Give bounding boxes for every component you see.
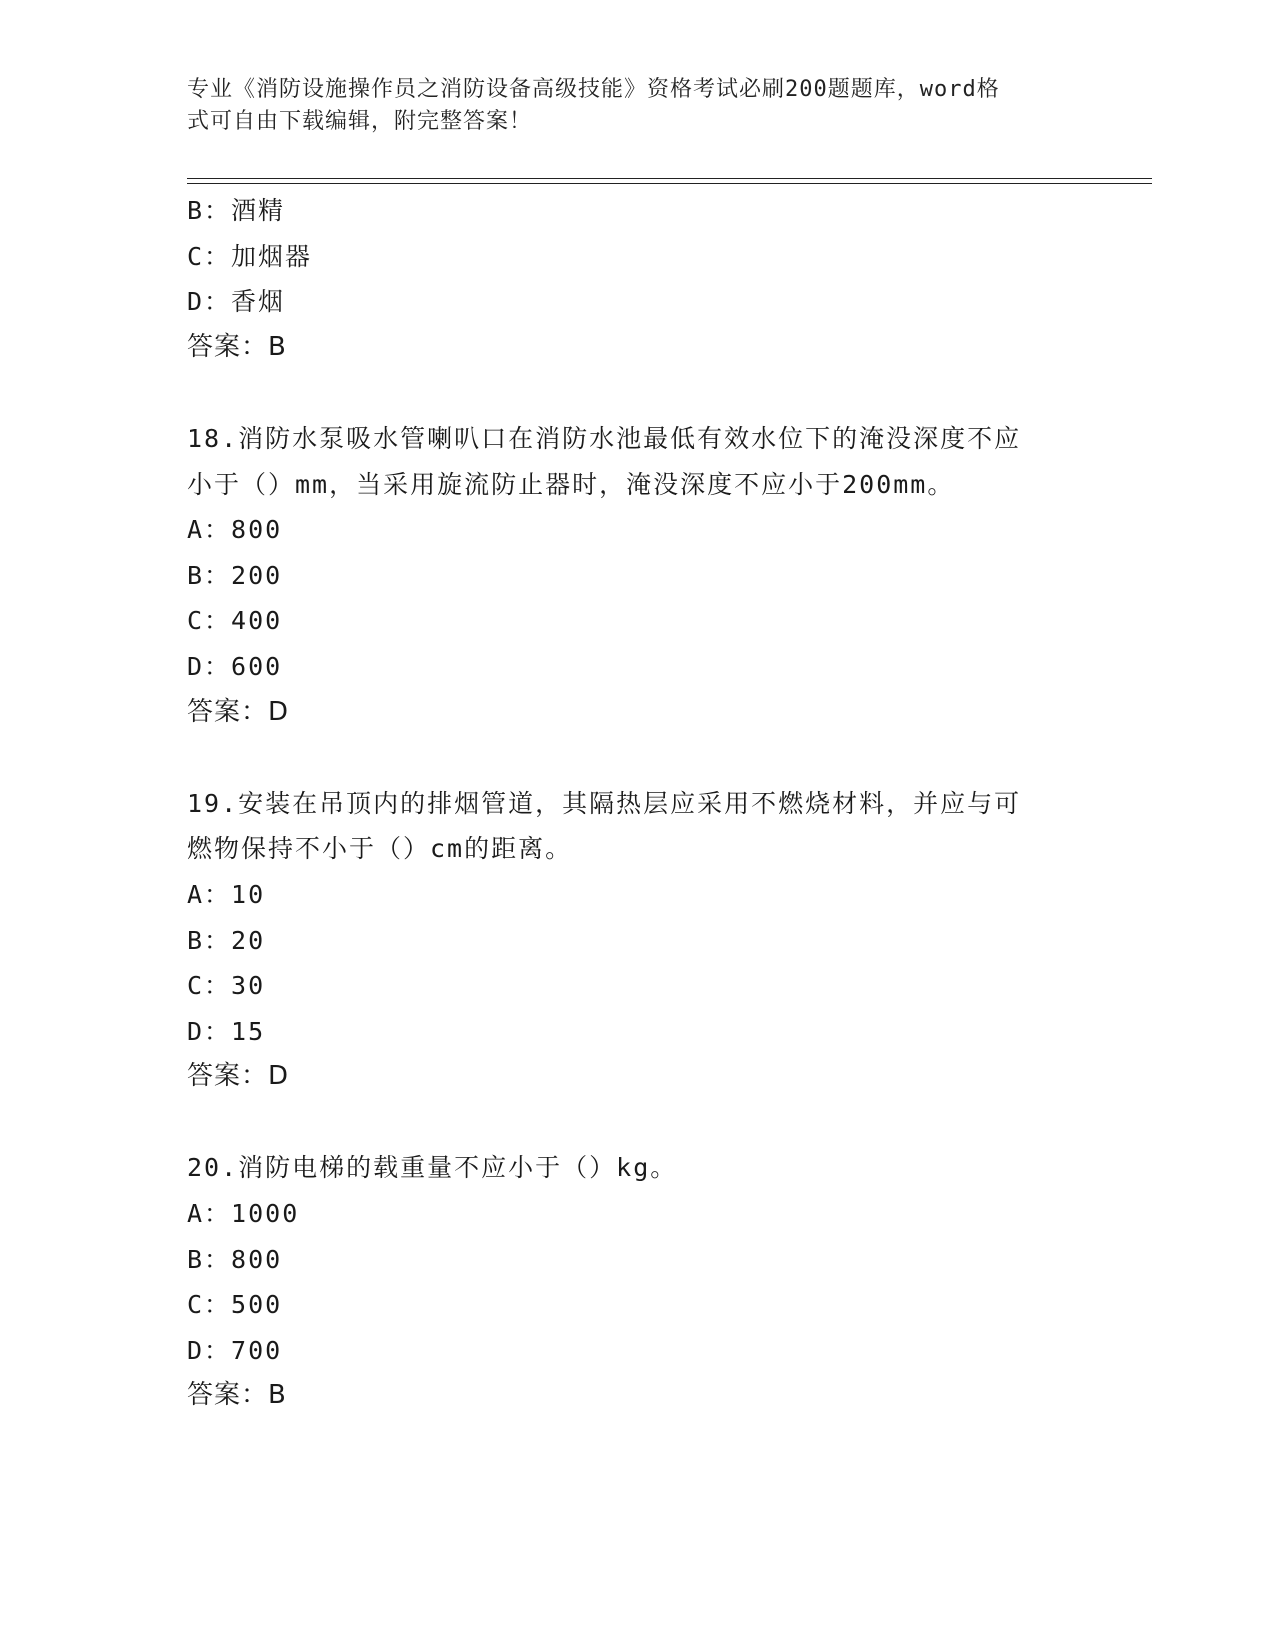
answer-line: 答案：D [187, 1061, 290, 1092]
option-c: C：30 [187, 971, 266, 1001]
option-b: B：酒精 [187, 196, 286, 225]
option-d: D：香烟 [187, 287, 286, 317]
partial-question [187, 188, 1087, 370]
question-19 [187, 781, 1087, 1100]
answer-line: 答案：B [187, 1380, 287, 1411]
question-list [187, 188, 1087, 1419]
header-divider-bottom [187, 183, 1152, 184]
header-divider-top [187, 178, 1152, 179]
option-c: C：加烟器 [187, 241, 313, 271]
header-line-1: 专业《消防设施操作员之消防设备高级技能》资格考试必刷200题题库，word格 [187, 77, 1000, 102]
question-18 [187, 416, 1087, 735]
question-20 [187, 1145, 1087, 1419]
option-c: C：500 [187, 1290, 283, 1320]
question-text-line-2: 燃物保持不小于（）cm的距离。 [187, 834, 573, 864]
option-d: D：600 [187, 651, 283, 681]
question-text-line-2: 小于（）mm，当采用旋流防止器时，淹没深度不应小于200mm。 [187, 469, 955, 499]
option-d: D：700 [187, 1335, 283, 1365]
question-text-line-1: 19.安装在吊顶内的排烟管道，其隔热层应采用不燃烧材料，并应与可 [187, 788, 1022, 818]
answer-line: 答案：B [187, 331, 287, 362]
option-b: B：20 [187, 925, 266, 955]
spacer [187, 370, 1087, 416]
document-header [187, 74, 1067, 138]
option-d: D：15 [187, 1016, 266, 1046]
spacer [187, 1100, 1087, 1146]
spacer [187, 735, 1087, 781]
header-line-2: 式可自由下载编辑，附完整答案！ [187, 109, 533, 134]
option-b: B：800 [187, 1244, 283, 1274]
option-b: B：200 [187, 560, 283, 590]
option-c: C：400 [187, 606, 283, 636]
option-a: A：1000 [187, 1199, 300, 1229]
question-text-line-1: 20.消防电梯的载重量不应小于（）kg。 [187, 1153, 678, 1183]
option-a: A：800 [187, 515, 283, 545]
answer-line: 答案：D [187, 696, 290, 727]
question-text-line-1: 18.消防水泵吸水管喇叭口在消防水池最低有效水位下的淹没深度不应 [187, 423, 1022, 453]
option-a: A：10 [187, 879, 266, 909]
